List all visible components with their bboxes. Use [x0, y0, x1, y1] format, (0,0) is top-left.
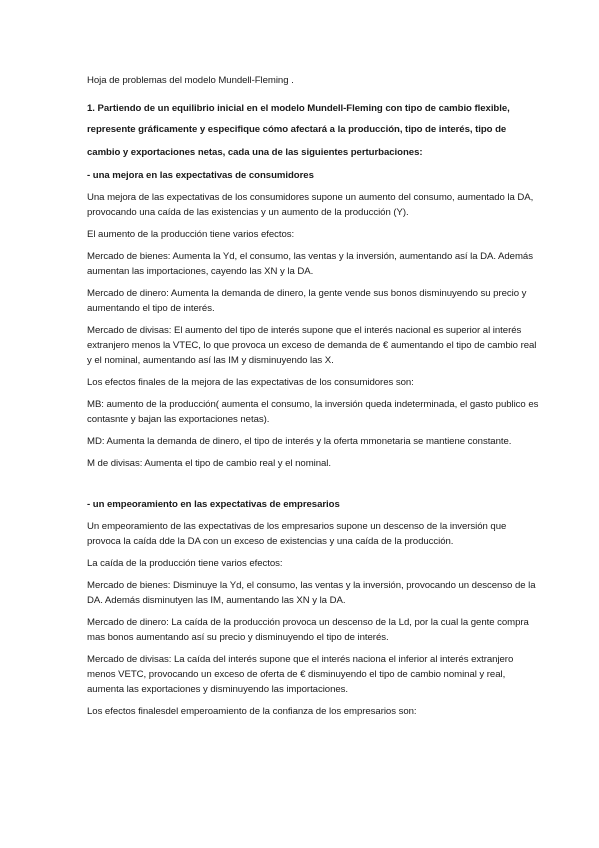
- section-a-paragraph: Una mejora de las expectativas de los consumidores supone un aumento del consumo, aumentado la DA, provocando una caída de las existencias y un aumento de la producción (Y).: [87, 192, 534, 218]
- section-a-paragraph: Los efectos finales de la mejora de las expectativas de los consumidores son:: [87, 377, 414, 388]
- question-1-line-2: represente gráficamente y especifique cómo afectará a la producción, tipo de interés, tipo de: [87, 124, 507, 135]
- section-a-paragraph: El aumento de la producción tiene varios efectos:: [87, 229, 295, 240]
- section-b-paragraph: Mercado de bienes: Disminuye la Yd, el consumo, las ventas y la inversión, provocando un descenso de la DA. Además disminutyen las IM, aumentando las XN y la DA.: [87, 580, 536, 606]
- section-b-paragraph: Los efectos finalesdel emperoamiento de la confianza de los empresarios son:: [87, 706, 417, 717]
- question-1-line-3: cambio y exportaciones netas, cada una de las siguientes perturbaciones:: [87, 147, 423, 158]
- section-a-paragraph: Mercado de divisas: El aumento del tipo de interés supone que el interés nacional es superior al interés extranjero menos la VTEC, lo que provoca un exceso de demanda de € aumentando el tipo de cambio real y el nominal, aumentando así las IM y disminuyendo las X.: [87, 325, 537, 366]
- section-b-paragraph: La caída de la producción tiene varios efectos:: [87, 558, 283, 569]
- section-a-paragraph: MD: Aumenta la demanda de dinero, el tipo de interés y la oferta mmonetaria se mantiene constante.: [87, 436, 512, 447]
- section-a-paragraph: Mercado de dinero: Aumenta la demanda de dinero, la gente vende sus bonos disminuyendo su precio y aumentando el tipo de interés.: [87, 288, 527, 314]
- section-a-heading: - una mejora en las expectativas de consumidores: [87, 170, 314, 181]
- section-a-paragraph: Mercado de bienes: Aumenta la Yd, el consumo, las ventas y la inversión, aumentando así la DA. Además aumentan las importaciones, cayendo las XN y la DA.: [87, 251, 533, 277]
- section-b-paragraph: Mercado de divisas: La caída del interés supone que el interés naciona el inferior al interés extranjero menos VETC, provocando un exceso de oferta de € disminuyendo el tipo de cambio nominal y real, aumenta las exportaciones y disminuyendo las importaciones.: [87, 654, 514, 695]
- section-a-paragraph: M de divisas: Aumenta el tipo de cambio real y el nominal.: [87, 458, 331, 469]
- question-1-line-1: 1. Partiendo de un equilibrio inicial en el modelo Mundell-Fleming con tipo de cambio flexible,: [87, 103, 510, 114]
- section-b-paragraph: Un empeoramiento de las expectativas de los empresarios supone un descenso de la inversión que provoca la caída dde la DA con un exceso de existencias y una caída de la producción.: [87, 521, 507, 547]
- section-b-paragraph: Mercado de dinero: La caída de la producción provoca un descenso de la Ld, por la cual la gente compra mas bonos aumentando así su precio y disminuyendo el tipo de interés.: [87, 617, 529, 643]
- section-b-heading: - un empeoramiento en las expectativas de empresarios: [87, 499, 340, 510]
- document-title: Hoja de problemas del modelo Mundell-Fleming .: [87, 75, 294, 86]
- section-a-paragraph: MB: aumento de la producción( aumenta el consumo, la inversión queda indeterminada, el gasto publico es contasnte y bajan las exportaciones netas).: [87, 399, 539, 425]
